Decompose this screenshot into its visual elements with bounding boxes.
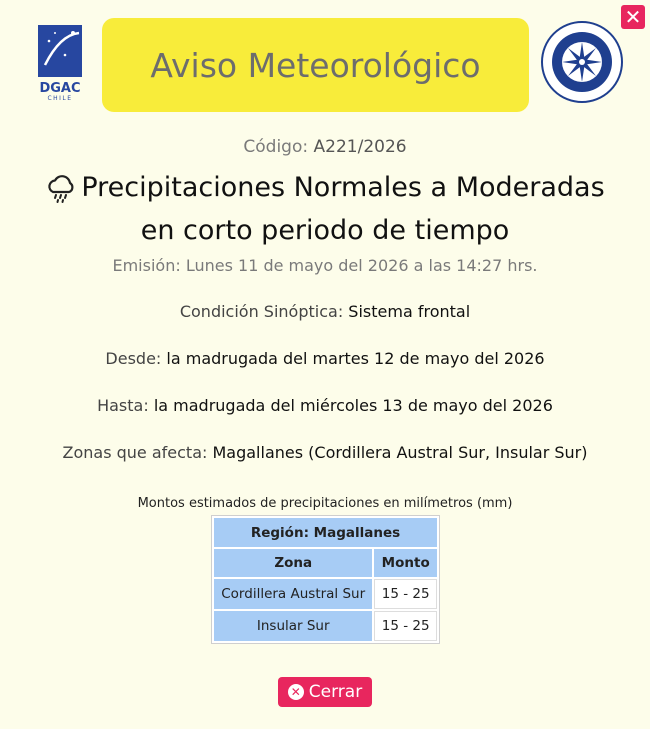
synoptic-condition-label: Condición Sinóptica: <box>179 302 344 321</box>
close-button[interactable] <box>278 677 372 707</box>
rain-cloud-icon <box>45 172 77 204</box>
affected-zones-label: Zonas que afecta: <box>62 443 208 462</box>
table-cell-monto: 15 - 25 <box>374 579 437 609</box>
amounts-caption: Montos estimados de precipitaciones en milímetros (mm) <box>137 496 513 511</box>
table-region-header: Región: Magallanes <box>214 518 437 547</box>
table-row <box>214 579 437 609</box>
meteochile-logo <box>540 20 624 104</box>
dgac-logo <box>35 25 85 101</box>
table-cell-monto: 15 - 25 <box>374 611 437 641</box>
dialog-title-box <box>102 18 529 112</box>
valid-until-value: la madrugada del miércoles 13 de mayo del 2026 <box>153 396 553 415</box>
table-col-monto: Monto <box>374 549 437 577</box>
table-row <box>214 611 437 641</box>
affected-zones-value: Magallanes (Cordillera Austral Sur, Insular Sur) <box>212 443 588 462</box>
amounts-table <box>211 515 440 644</box>
valid-from <box>0 349 650 368</box>
alert-headline-line2: en corto periodo de tiempo <box>140 214 510 246</box>
emission-info <box>0 256 650 275</box>
close-circle-icon: ✕ <box>288 684 304 700</box>
valid-until-label: Hasta: <box>97 396 149 415</box>
close-button-label: Cerrar <box>308 682 363 702</box>
table-cell-zona: Cordillera Austral Sur <box>214 579 372 609</box>
dgac-logo-text: DGAC <box>39 81 81 96</box>
dialog-title: Aviso Meteorológico <box>150 45 481 85</box>
valid-from-value: la madrugada del martes 12 de mayo del 2026 <box>166 349 545 368</box>
alert-headline-line1: Precipitaciones Normales a Moderadas <box>81 172 605 203</box>
alert-headline <box>0 170 650 248</box>
table-col-zona: Zona <box>214 549 372 577</box>
emission-value: Lunes 11 de mayo del 2026 a las 14:27 hrs. <box>185 256 538 275</box>
alert-code-value: A221/2026 <box>313 137 407 157</box>
alert-code-label: Código: <box>243 137 309 157</box>
emission-label: Emisión: <box>112 256 181 275</box>
alert-code <box>0 137 650 157</box>
dgac-logo-subtext: CHILE <box>47 95 73 101</box>
synoptic-condition <box>0 302 650 321</box>
valid-from-label: Desde: <box>105 349 162 368</box>
synoptic-condition-value: Sistema frontal <box>348 302 471 321</box>
table-cell-zona: Insular Sur <box>214 611 372 641</box>
valid-until <box>0 396 650 415</box>
affected-zones <box>0 443 650 462</box>
close-icon[interactable]: ✕ <box>621 5 645 29</box>
